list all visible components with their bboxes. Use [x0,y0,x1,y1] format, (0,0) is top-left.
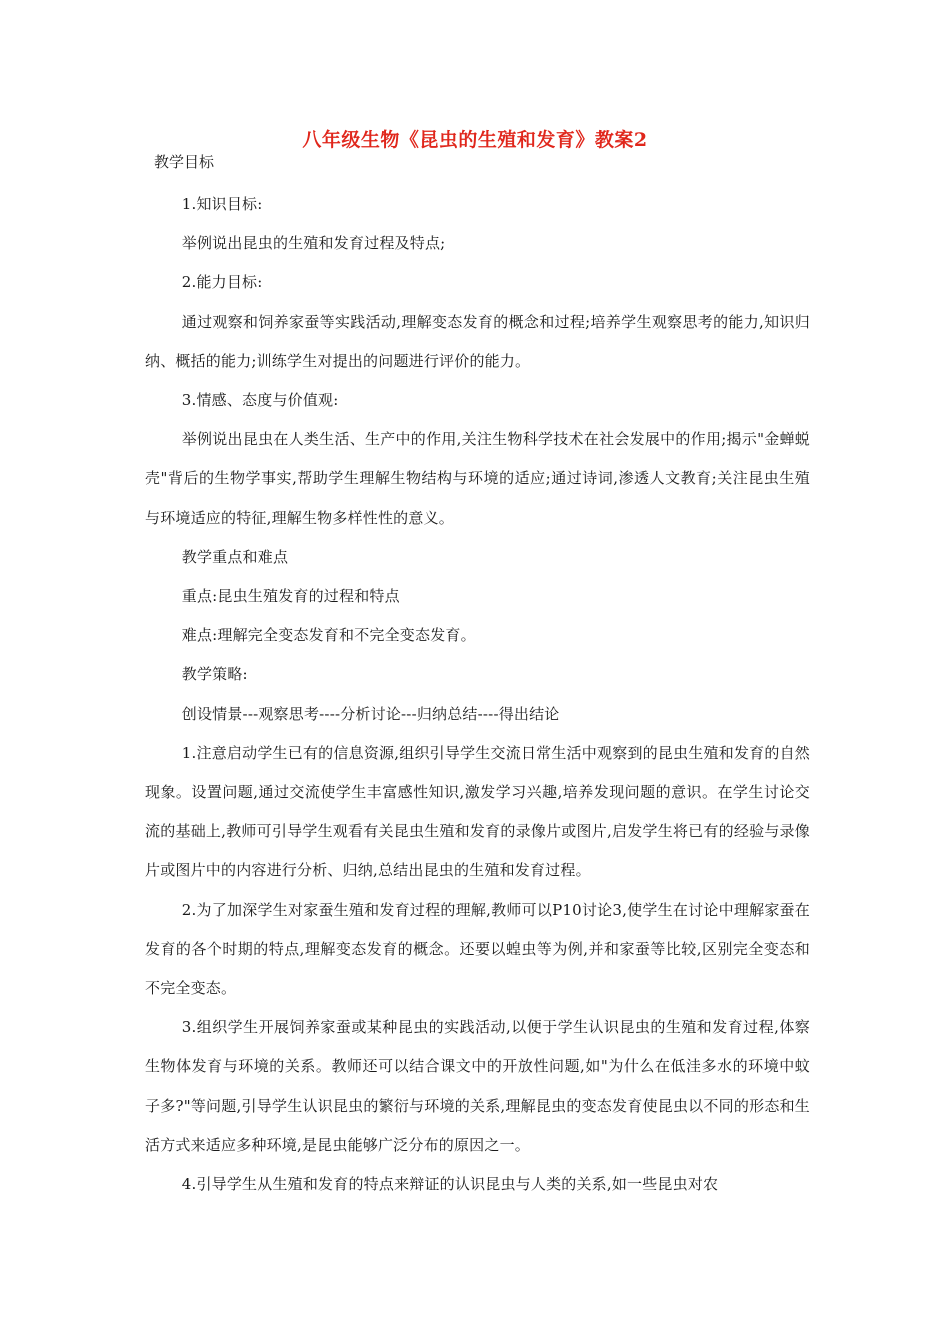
paragraph: 2.能力目标: [181,273,263,292]
paragraph: 举例说出昆虫在人类生活、生产中的作用,关注生物科学技术在社会发展中的作用;揭示"金蝉蜕壳"背后的生物学事实,帮助学生理解生物结构与环境的适应;通过诗词,渗透人文教育;关注昆虫生殖与环境适应的特征,理解生物多样性性的意义。 [145,430,810,527]
paragraph: 创设情景---观察思考----分析讨论---归纳总结----得出结论 [181,704,560,723]
paragraph: 教学重点和难点 [181,547,289,566]
paragraph: 4.引导学生从生殖和发育的特点来辩证的认识昆虫与人类的关系,如一些昆虫对农 [181,1175,719,1194]
paragraph: 难点:理解完全变态发育和不完全变态发育。 [181,626,476,645]
paragraph: 重点:昆虫生殖发育的过程和特点 [181,587,400,606]
document-title: 八年级生物《昆虫的生殖和发育》教案2 [302,129,648,151]
paragraph: 3.情感、态度与价值观: [181,391,339,410]
paragraph: 教学策略: [181,665,248,684]
paragraph: 3.组织学生开展饲养家蚕或某种昆虫的实践活动,以便于学生认识昆虫的生殖和发育过程,体察生物体发育与环境的关系。教师还可以结合课文中的开放性问题,如"为什么在低洼多水的环境中蚊子多?"等问题,引导学生认识昆虫的繁衍与环境的关系,理解昆虫的变态发育使昆虫以不同的形态和生活方式来适应多种环境,是昆虫能够广泛分布的原因之一。 [145,1018,810,1154]
paragraph: 1.注意启动学生已有的信息资源,组织引导学生交流日常生活中观察到的昆虫生殖和发育的自然现象。设置问题,通过交流使学生丰富感性知识,激发学习兴趣,培养发现问题的意识。在学生讨论交流的基础上,教师可引导学生观看有关昆虫生殖和发育的录像片或图片,启发学生将已有的经验与录像片或图片中的内容进行分析、归纳,总结出昆虫的生殖和发育过程。 [145,743,810,880]
document-body [145,185,810,1204]
paragraph: 举例说出昆虫的生殖和发育过程及特点; [181,234,446,253]
paragraph: 2.为了加深学生对家蚕生殖和发育过程的理解,教师可以P10讨论3,使学生在讨论中理解家蚕在发育的各个时期的特点,理解变态发育的概念。还要以蝗虫等为例,并和家蚕等比较,区别完全变态和不完全变态。 [145,900,810,998]
paragraph: 通过观察和饲养家蚕等实践活动,理解变态发育的概念和过程;培养学生观察思考的能力,知识归纳、概括的能力;训练学生对提出的问题进行评价的能力。 [145,312,810,370]
section-heading-teaching-goals: 教学目标 [154,153,215,171]
paragraph: 1.知识目标: [181,195,263,213]
